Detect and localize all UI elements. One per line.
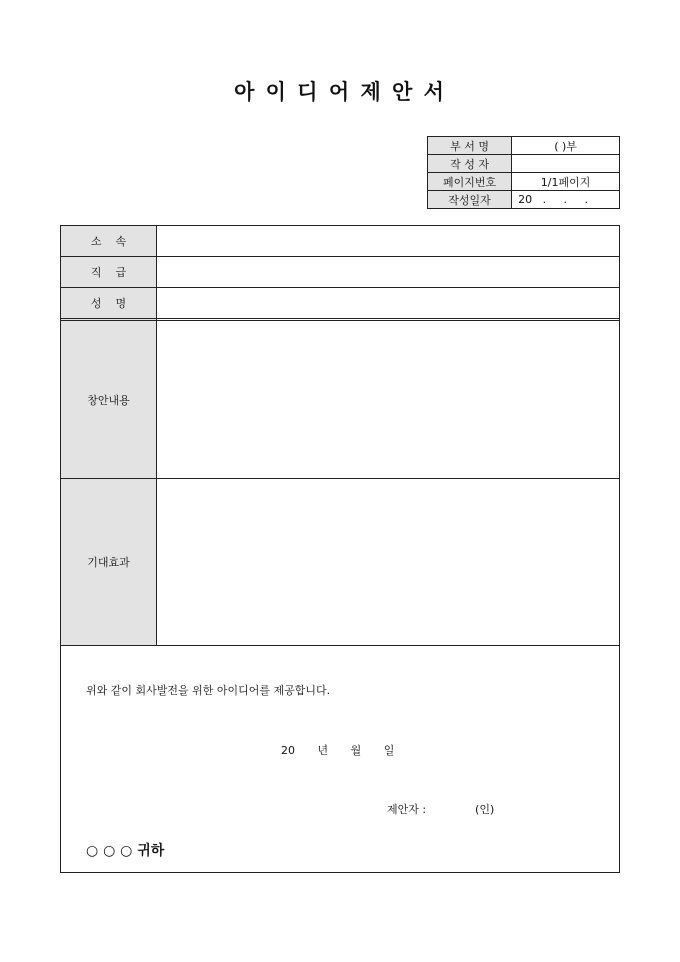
info-row-page: [428, 173, 620, 191]
proposer-signature: 제안자 : (인): [387, 803, 495, 816]
expected-effect-label: 기대효과: [61, 479, 157, 646]
expected-effect-row: [61, 479, 620, 646]
affiliation-label: 소 속: [61, 226, 157, 257]
date-value[interactable]: 20 . . .: [512, 191, 620, 209]
proposal-statement: 위와 같이 회사발전을 위한 아이디어를 제공합니다.: [86, 684, 331, 697]
document-title: 아 이 디 어 제 안 서: [234, 79, 446, 104]
name-field[interactable]: [157, 288, 620, 319]
footer-date: 20 년 월 일: [281, 744, 395, 757]
department-value[interactable]: ( )부: [512, 137, 620, 155]
affiliation-field[interactable]: [157, 226, 620, 257]
proposal-content-label: 창안내용: [61, 321, 157, 479]
document-info-table: [427, 136, 620, 209]
page-number-value: 1/1페이지: [512, 173, 620, 191]
footer-row: [61, 646, 620, 873]
proposal-form: [60, 225, 620, 873]
rank-field[interactable]: [157, 257, 620, 288]
author-value[interactable]: [512, 155, 620, 173]
author-label: 작 성 자: [428, 155, 512, 173]
info-row-author: [428, 155, 620, 173]
rank-row: [61, 257, 620, 288]
affiliation-row: [61, 226, 620, 257]
expected-effect-field[interactable]: [157, 479, 620, 646]
name-label: 성 명: [61, 288, 157, 319]
rank-label: 직 급: [61, 257, 157, 288]
footer-section: [61, 646, 620, 873]
info-row-department: [428, 137, 620, 155]
name-row: [61, 288, 620, 319]
page-number-label: 페이지번호: [428, 173, 512, 191]
proposal-content-row: [61, 321, 620, 479]
info-row-date: [428, 191, 620, 209]
department-label: 부 서 명: [428, 137, 512, 155]
proposal-content-field[interactable]: [157, 321, 620, 479]
date-label: 작성일자: [428, 191, 512, 209]
receiver-line: ○ ○ ○ 귀하: [86, 843, 165, 859]
